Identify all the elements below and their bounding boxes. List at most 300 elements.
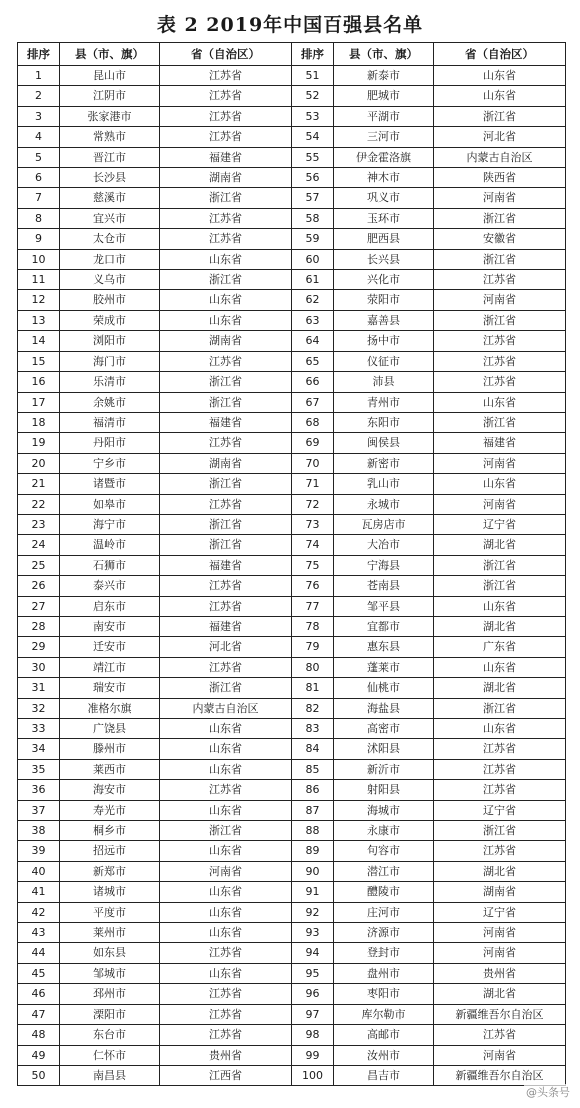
county-right-cell: 乳山市 [334,474,434,494]
county-left-cell: 新郑市 [60,861,160,881]
rank-left-cell: 1 [18,66,60,86]
county-left-cell: 张家港市 [60,106,160,126]
table-row [18,147,566,167]
county-right-cell: 邹平县 [334,596,434,616]
rank-right-cell: 99 [292,1045,334,1065]
rank-left-cell: 24 [18,535,60,555]
rank-right-cell: 68 [292,412,334,432]
county-right-cell: 库尔勒市 [334,1004,434,1024]
table-row [18,657,566,677]
province-left-cell: 浙江省 [160,821,292,841]
county-right-cell: 醴陵市 [334,882,434,902]
province-left-cell: 江苏省 [160,127,292,147]
rank-left-cell: 16 [18,372,60,392]
province-right-cell: 河南省 [434,1045,566,1065]
county-right-cell: 大冶市 [334,535,434,555]
province-left-cell: 湖南省 [160,331,292,351]
rank-right-cell: 95 [292,963,334,983]
province-right-cell: 山东省 [434,596,566,616]
watermark-text: @头条号 [526,1086,570,1099]
table-row [18,698,566,718]
table-row [18,412,566,432]
province-right-cell: 江苏省 [434,372,566,392]
county-right-cell: 惠东县 [334,637,434,657]
county-right-cell: 瓦房店市 [334,514,434,534]
county-left-cell: 靖江市 [60,657,160,677]
rank-right-cell: 78 [292,616,334,636]
county-right-cell: 盘州市 [334,963,434,983]
table-row [18,923,566,943]
province-left-cell: 山东省 [160,759,292,779]
county-right-cell: 东阳市 [334,412,434,432]
county-right-cell: 宁海县 [334,555,434,575]
province-left-cell: 山东省 [160,902,292,922]
province-left-cell: 山东省 [160,882,292,902]
county-left-cell: 邳州市 [60,984,160,1004]
table-row [18,208,566,228]
county-left-cell: 南安市 [60,616,160,636]
table-row [18,1045,566,1065]
province-left-cell: 江苏省 [160,494,292,514]
province-right-cell: 新疆维吾尔自治区 [434,1004,566,1024]
county-right-cell: 海盐县 [334,698,434,718]
rank-right-cell: 85 [292,759,334,779]
county-left-cell: 瑞安市 [60,678,160,698]
rank-left-cell: 45 [18,963,60,983]
county-right-cell: 高密市 [334,719,434,739]
county-right-cell: 新泰市 [334,66,434,86]
rank-right-cell: 84 [292,739,334,759]
table-row [18,372,566,392]
rank-right-cell: 98 [292,1025,334,1045]
rank-left-cell: 27 [18,596,60,616]
table-row [18,800,566,820]
rank-right-cell: 77 [292,596,334,616]
province-right-cell: 浙江省 [434,555,566,575]
rank-right-cell: 63 [292,310,334,330]
rank-right-cell: 61 [292,270,334,290]
county-left-cell: 溧阳市 [60,1004,160,1024]
rank-left-cell: 48 [18,1025,60,1045]
county-right-cell: 沛县 [334,372,434,392]
rank-left-cell: 10 [18,249,60,269]
rank-left-cell: 44 [18,943,60,963]
county-right-cell: 伊金霍洛旗 [334,147,434,167]
county-left-cell: 乐清市 [60,372,160,392]
county-right-cell: 永康市 [334,821,434,841]
county-right-cell: 庄河市 [334,902,434,922]
table-row [18,739,566,759]
province-right-cell: 贵州省 [434,963,566,983]
table-row [18,453,566,473]
table-row [18,678,566,698]
document-title: 表 2 2019年中国百强县名单 [156,14,424,36]
rank-right-cell: 93 [292,923,334,943]
county-right-cell: 兴化市 [334,270,434,290]
rank-left-cell: 34 [18,739,60,759]
rank-left-cell: 5 [18,147,60,167]
province-right-cell: 浙江省 [434,412,566,432]
rank-right-cell: 57 [292,188,334,208]
county-left-cell: 晋江市 [60,147,160,167]
province-right-cell: 江苏省 [434,270,566,290]
rank-left-cell: 41 [18,882,60,902]
rank-right-cell: 55 [292,147,334,167]
county-right-cell: 沭阳县 [334,739,434,759]
rank-left-cell: 32 [18,698,60,718]
table-row [18,127,566,147]
rank-right-cell: 71 [292,474,334,494]
county-left-cell: 准格尔旗 [60,698,160,718]
province-right-cell: 山东省 [434,392,566,412]
rank-left-cell: 20 [18,453,60,473]
table-row [18,86,566,106]
county-left-cell: 莱西市 [60,759,160,779]
province-left-cell: 浙江省 [160,392,292,412]
province-left-cell: 浙江省 [160,372,292,392]
table-row [18,1025,566,1045]
province-right-cell: 湖北省 [434,616,566,636]
rank-left-cell: 38 [18,821,60,841]
header-rank-left: 排序 [18,43,60,66]
rank-right-cell: 59 [292,229,334,249]
table-row [18,433,566,453]
county-left-cell: 平度市 [60,902,160,922]
rank-left-cell: 26 [18,576,60,596]
county-left-cell: 荣成市 [60,310,160,330]
rank-left-cell: 42 [18,902,60,922]
table-row [18,1004,566,1024]
rank-right-cell: 70 [292,453,334,473]
county-left-cell: 滕州市 [60,739,160,759]
county-right-cell: 三河市 [334,127,434,147]
table-row [18,106,566,126]
province-right-cell: 辽宁省 [434,800,566,820]
province-right-cell: 浙江省 [434,106,566,126]
table-row [18,616,566,636]
county-ranking-table [17,42,566,1086]
rank-right-cell: 96 [292,984,334,1004]
county-left-cell: 龙口市 [60,249,160,269]
province-right-cell: 湖南省 [434,882,566,902]
rank-right-cell: 89 [292,841,334,861]
province-right-cell: 山东省 [434,66,566,86]
rank-left-cell: 35 [18,759,60,779]
table-row [18,882,566,902]
rank-right-cell: 75 [292,555,334,575]
table-row [18,514,566,534]
province-left-cell: 江苏省 [160,984,292,1004]
rank-right-cell: 62 [292,290,334,310]
county-left-cell: 常熟市 [60,127,160,147]
rank-left-cell: 6 [18,168,60,188]
province-right-cell: 浙江省 [434,208,566,228]
county-right-cell: 巩义市 [334,188,434,208]
province-right-cell: 辽宁省 [434,514,566,534]
county-right-cell: 句容市 [334,841,434,861]
province-right-cell: 江苏省 [434,780,566,800]
province-left-cell: 江苏省 [160,106,292,126]
rank-right-cell: 67 [292,392,334,412]
rank-left-cell: 30 [18,657,60,677]
table-row [18,474,566,494]
province-right-cell: 浙江省 [434,576,566,596]
county-left-cell: 海宁市 [60,514,160,534]
county-left-cell: 胶州市 [60,290,160,310]
county-left-cell: 寿光市 [60,800,160,820]
header-rank-right: 排序 [292,43,334,66]
county-left-cell: 太仓市 [60,229,160,249]
rank-left-cell: 21 [18,474,60,494]
rank-right-cell: 74 [292,535,334,555]
rank-right-cell: 60 [292,249,334,269]
province-left-cell: 江苏省 [160,596,292,616]
county-right-cell: 肥城市 [334,86,434,106]
county-left-cell: 宜兴市 [60,208,160,228]
province-left-cell: 湖南省 [160,453,292,473]
province-left-cell: 江苏省 [160,433,292,453]
rank-right-cell: 52 [292,86,334,106]
province-right-cell: 浙江省 [434,821,566,841]
rank-right-cell: 56 [292,168,334,188]
table-row [18,902,566,922]
rank-left-cell: 3 [18,106,60,126]
province-left-cell: 浙江省 [160,474,292,494]
province-left-cell: 河南省 [160,861,292,881]
rank-left-cell: 9 [18,229,60,249]
rank-left-cell: 4 [18,127,60,147]
table-row [18,984,566,1004]
province-right-cell: 新疆维吾尔自治区 [434,1065,566,1085]
county-right-cell: 仪征市 [334,351,434,371]
county-right-cell: 射阳县 [334,780,434,800]
rank-right-cell: 80 [292,657,334,677]
province-right-cell: 湖北省 [434,984,566,1004]
province-left-cell: 江苏省 [160,208,292,228]
province-left-cell: 江西省 [160,1065,292,1085]
province-left-cell: 贵州省 [160,1045,292,1065]
county-right-cell: 济源市 [334,923,434,943]
rank-left-cell: 23 [18,514,60,534]
rank-left-cell: 37 [18,800,60,820]
county-right-cell: 高邮市 [334,1025,434,1045]
county-left-cell: 南昌县 [60,1065,160,1085]
rank-left-cell: 46 [18,984,60,1004]
rank-right-cell: 51 [292,66,334,86]
county-right-cell: 荥阳市 [334,290,434,310]
county-right-cell: 长兴县 [334,249,434,269]
rank-right-cell: 54 [292,127,334,147]
table-row [18,331,566,351]
rank-left-cell: 43 [18,923,60,943]
province-right-cell: 江苏省 [434,739,566,759]
table-row [18,351,566,371]
county-right-cell: 登封市 [334,943,434,963]
county-left-cell: 诸暨市 [60,474,160,494]
table-row [18,555,566,575]
province-left-cell: 内蒙古自治区 [160,698,292,718]
province-left-cell: 江苏省 [160,657,292,677]
table-row [18,1065,566,1085]
county-right-cell: 扬中市 [334,331,434,351]
table-row [18,759,566,779]
rank-left-cell: 2 [18,86,60,106]
header-province-left: 省（自治区） [160,43,292,66]
province-right-cell: 山东省 [434,657,566,677]
rank-left-cell: 28 [18,616,60,636]
table-row [18,168,566,188]
county-right-cell: 闽侯县 [334,433,434,453]
rank-left-cell: 12 [18,290,60,310]
table-row [18,963,566,983]
county-left-cell: 昆山市 [60,66,160,86]
county-left-cell: 海安市 [60,780,160,800]
rank-left-cell: 31 [18,678,60,698]
province-left-cell: 湖南省 [160,168,292,188]
rank-right-cell: 91 [292,882,334,902]
province-left-cell: 山东省 [160,841,292,861]
province-left-cell: 福建省 [160,555,292,575]
table-row [18,290,566,310]
province-left-cell: 山东省 [160,290,292,310]
table-row [18,719,566,739]
province-right-cell: 河南省 [434,923,566,943]
province-left-cell: 浙江省 [160,678,292,698]
table-row [18,494,566,514]
header-province-right: 省（自治区） [434,43,566,66]
county-right-cell: 苍南县 [334,576,434,596]
rank-right-cell: 72 [292,494,334,514]
rank-left-cell: 11 [18,270,60,290]
province-right-cell: 内蒙古自治区 [434,147,566,167]
rank-left-cell: 39 [18,841,60,861]
province-left-cell: 山东省 [160,719,292,739]
rank-right-cell: 81 [292,678,334,698]
province-left-cell: 山东省 [160,249,292,269]
table-row [18,576,566,596]
province-left-cell: 浙江省 [160,535,292,555]
rank-right-cell: 87 [292,800,334,820]
county-right-cell: 神木市 [334,168,434,188]
county-left-cell: 仁怀市 [60,1045,160,1065]
rank-right-cell: 86 [292,780,334,800]
table-row [18,535,566,555]
county-left-cell: 东台市 [60,1025,160,1045]
rank-right-cell: 88 [292,821,334,841]
county-left-cell: 丹阳市 [60,433,160,453]
province-left-cell: 江苏省 [160,351,292,371]
province-left-cell: 江苏省 [160,1025,292,1045]
county-left-cell: 桐乡市 [60,821,160,841]
county-left-cell: 浏阳市 [60,331,160,351]
county-left-cell: 泰兴市 [60,576,160,596]
province-left-cell: 福建省 [160,412,292,432]
rank-left-cell: 47 [18,1004,60,1024]
table-row [18,861,566,881]
table-row [18,596,566,616]
rank-left-cell: 49 [18,1045,60,1065]
table-row [18,821,566,841]
county-left-cell: 如皋市 [60,494,160,514]
table-body [18,66,566,1086]
province-left-cell: 浙江省 [160,188,292,208]
rank-right-cell: 83 [292,719,334,739]
province-right-cell: 河南省 [434,290,566,310]
county-left-cell: 海门市 [60,351,160,371]
county-right-cell: 潜江市 [334,861,434,881]
county-right-cell: 海城市 [334,800,434,820]
province-right-cell: 湖北省 [434,535,566,555]
county-right-cell: 枣阳市 [334,984,434,1004]
rank-left-cell: 13 [18,310,60,330]
province-left-cell: 山东省 [160,310,292,330]
county-left-cell: 广饶县 [60,719,160,739]
ranking-table-container [17,42,565,1086]
province-right-cell: 山东省 [434,86,566,106]
rank-left-cell: 15 [18,351,60,371]
county-left-cell: 江阴市 [60,86,160,106]
county-left-cell: 慈溪市 [60,188,160,208]
rank-left-cell: 8 [18,208,60,228]
rank-right-cell: 82 [292,698,334,718]
province-left-cell: 山东省 [160,963,292,983]
rank-right-cell: 66 [292,372,334,392]
rank-left-cell: 18 [18,412,60,432]
province-right-cell: 江苏省 [434,331,566,351]
province-left-cell: 江苏省 [160,66,292,86]
province-right-cell: 广东省 [434,637,566,657]
county-right-cell: 嘉善县 [334,310,434,330]
province-right-cell: 河南省 [434,943,566,963]
province-left-cell: 山东省 [160,923,292,943]
rank-right-cell: 69 [292,433,334,453]
province-right-cell: 福建省 [434,433,566,453]
province-left-cell: 福建省 [160,147,292,167]
province-left-cell: 江苏省 [160,1004,292,1024]
province-right-cell: 湖北省 [434,678,566,698]
rank-left-cell: 40 [18,861,60,881]
county-left-cell: 义乌市 [60,270,160,290]
province-left-cell: 江苏省 [160,943,292,963]
county-right-cell: 新沂市 [334,759,434,779]
rank-right-cell: 58 [292,208,334,228]
rank-right-cell: 64 [292,331,334,351]
rank-right-cell: 76 [292,576,334,596]
county-left-cell: 启东市 [60,596,160,616]
county-left-cell: 长沙县 [60,168,160,188]
county-left-cell: 温岭市 [60,535,160,555]
county-right-cell: 平湖市 [334,106,434,126]
table-header-row [18,43,566,66]
table-row [18,270,566,290]
county-left-cell: 福清市 [60,412,160,432]
county-left-cell: 莱州市 [60,923,160,943]
rank-left-cell: 17 [18,392,60,412]
table-row [18,841,566,861]
county-right-cell: 仙桃市 [334,678,434,698]
table-row [18,249,566,269]
county-right-cell: 昌吉市 [334,1065,434,1085]
province-right-cell: 江苏省 [434,759,566,779]
rank-left-cell: 7 [18,188,60,208]
county-right-cell: 汝州市 [334,1045,434,1065]
rank-right-cell: 100 [292,1065,334,1085]
province-right-cell: 山东省 [434,474,566,494]
header-county-right: 县（市、旗） [334,43,434,66]
county-right-cell: 永城市 [334,494,434,514]
county-right-cell: 青州市 [334,392,434,412]
province-left-cell: 河北省 [160,637,292,657]
